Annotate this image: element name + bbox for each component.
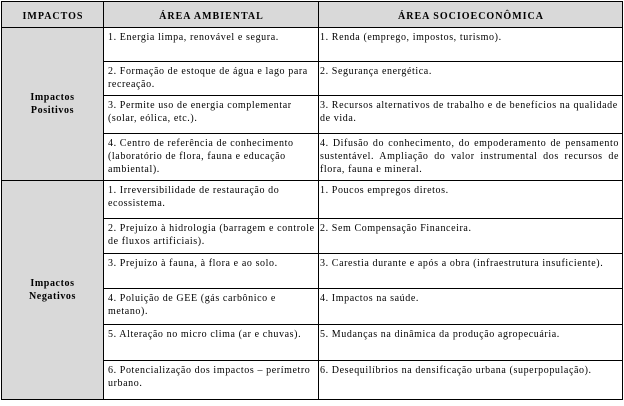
cell-ambiental: 1. Energia limpa, renovável e segura. [104,28,319,62]
cell-socioeconomica: 1. Poucos empregos diretos. [319,181,623,219]
category-impactos-positivos [2,28,104,181]
cell-socioeconomica: 2. Sem Compensação Financeira. [319,219,623,254]
category-impactos-negativos [2,181,104,400]
cell-socioeconomica: 4. Impactos na saúde. [319,289,623,325]
category-label-line1: Impactos [30,92,75,103]
header-row [2,2,623,28]
cell-ambiental: 2. Formação de estoque de água e lago para recreação. [104,62,319,96]
table-row [2,181,623,219]
cell-socioeconomica: 4. Difusão do conhecimento, do empoderamento de pensamento sustentável. Ampliação do valor instrumental dos recursos de flora, fauna e mineral. [319,134,623,181]
header-area-socioeconomica: ÁREA SOCIOECONÔMICA [319,2,623,28]
cell-socioeconomica: 6. Desequilíbrios na densificação urbana (superpopulação). [319,361,623,400]
cell-ambiental: 6. Potencialização dos impactos – perímetro urbano. [104,361,319,400]
cell-ambiental: 4. Poluição de GEE (gás carbônico e metano). [104,289,319,325]
cell-socioeconomica: 5. Mudanças na dinâmica da produção agropecuária. [319,325,623,361]
cell-socioeconomica: 3. Recursos alternativos de trabalho e de benefícios na qualidade de vida. [319,96,623,134]
cell-ambiental: 5. Alteração no micro clima (ar e chuvas). [104,325,319,361]
header-impactos: IMPACTOS [2,2,104,28]
table-row [2,28,623,62]
cell-socioeconomica: 2. Segurança energética. [319,62,623,96]
category-label-line2: Positivos [30,105,75,116]
cell-ambiental: 3. Permite uso de energia complementar (solar, eólica, etc.). [104,96,319,134]
cell-ambiental: 2. Prejuízo à hidrologia (barragem e controle de fluxos artificiais). [104,219,319,254]
cell-socioeconomica: 1. Renda (emprego, impostos, turismo). [319,28,623,62]
category-label-line1: Impactos [30,278,75,289]
cell-ambiental: 1. Irreversibilidade de restauração do ecossistema. [104,181,319,219]
impacts-table [1,1,623,400]
cell-ambiental: 3. Prejuízo à fauna, à flora e ao solo. [104,254,319,289]
category-label-line2: Negativos [28,291,77,302]
cell-ambiental: 4. Centro de referência de conhecimento (laboratório de flora, fauna e educação ambiental). [104,134,319,181]
cell-socioeconomica: 3. Carestia durante e após a obra (infraestrutura insuficiente). [319,254,623,289]
header-area-ambiental: ÁREA AMBIENTAL [104,2,319,28]
